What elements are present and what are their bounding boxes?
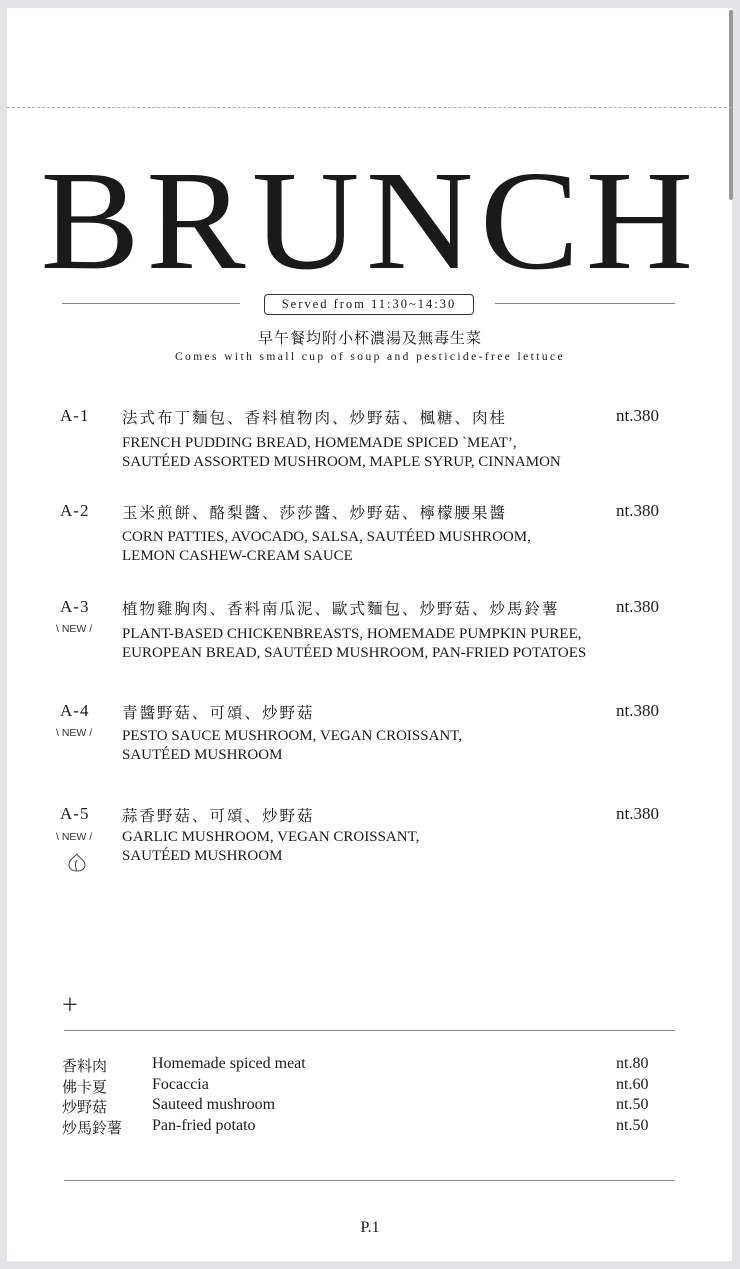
new-badge: \ NEW / <box>56 727 93 739</box>
divider-left <box>62 303 240 304</box>
item-name-zh: 法式布丁麵包、香料植物肉、炒野菇、楓糖、肉桂 <box>122 409 508 427</box>
subtitle-zh: 早午餐均附小杯濃湯及無毒生菜 <box>257 329 482 347</box>
page-title: BRUNCH <box>40 141 700 299</box>
extra-price: nt.50 <box>616 1117 649 1134</box>
item-desc-line2: SAUTÉED MUSHROOM <box>122 848 283 864</box>
item-name-zh: 青醬野菇、可頌、炒野菇 <box>122 704 315 722</box>
item-desc-line1: FRENCH PUDDING BREAD, HOMEMADE SPICED `MEAT’, <box>122 435 517 451</box>
extra-name-zh: 炒馬鈴薯 <box>62 1119 123 1137</box>
item-code: A-5 <box>60 804 90 823</box>
item-desc-line2: SAUTÉED ASSORTED MUSHROOM, MAPLE SYRUP, CINNAMON <box>122 454 561 470</box>
served-hours-badge: Served from 11:30~14:30 <box>264 294 474 315</box>
extra-price: nt.60 <box>616 1076 649 1093</box>
garlic-icon <box>66 852 88 872</box>
item-name-zh: 蒜香野菇、可頌、炒野菇 <box>122 807 315 825</box>
item-code: A-3 <box>60 597 90 616</box>
item-desc-line1: GARLIC MUSHROOM, VEGAN CROISSANT, <box>122 829 420 845</box>
item-code: A-4 <box>60 701 90 720</box>
item-price: nt.380 <box>616 501 659 520</box>
add-on-plus-icon: + <box>62 990 78 1021</box>
subtitle-en: Comes with small cup of soup and pesticide-free lettuce <box>174 351 566 363</box>
divider-right <box>495 303 675 304</box>
item-name-zh: 植物雞胸肉、香料南瓜泥、歐式麵包、炒野菇、炒馬鈴薯 <box>122 600 560 618</box>
item-desc-line1: PLANT-BASED CHICKENBREASTS, HOMEMADE PUMPKIN PUREE, <box>122 626 582 642</box>
extra-name-zh: 佛卡夏 <box>62 1078 108 1096</box>
new-badge: \ NEW / <box>56 623 93 635</box>
item-code: A-1 <box>60 406 90 425</box>
extra-name-en: Pan-fried potato <box>152 1117 256 1134</box>
item-name-zh: 玉米煎餅、酪梨醬、莎莎醬、炒野菇、檸檬腰果醬 <box>122 504 508 522</box>
extras-divider-top <box>64 1030 675 1031</box>
item-code: A-2 <box>60 501 90 520</box>
extra-name-zh: 香料肉 <box>62 1057 108 1075</box>
item-desc-line2: SAUTÉED MUSHROOM <box>122 747 283 763</box>
extra-price: nt.50 <box>616 1096 649 1113</box>
item-desc-line2: EUROPEAN BREAD, SAUTÉED MUSHROOM, PAN-FRIED POTATOES <box>122 645 587 661</box>
extra-name-en: Sauteed mushroom <box>152 1096 276 1113</box>
item-desc-line2: LEMON CASHEW-CREAM SAUCE <box>122 548 353 564</box>
item-desc-line1: PESTO SAUCE MUSHROOM, VEGAN CROISSANT, <box>122 728 463 744</box>
item-price: nt.380 <box>616 597 659 616</box>
extras-divider-bottom <box>64 1180 675 1181</box>
page-number: P.1 <box>360 1219 380 1236</box>
item-desc-line1: CORN PATTIES, AVOCADO, SALSA, SAUTÉED MUSHROOM, <box>122 529 531 545</box>
extra-name-en: Homemade spiced meat <box>152 1055 306 1072</box>
extra-name-en: Focaccia <box>152 1076 209 1093</box>
extra-name-zh: 炒野菇 <box>62 1098 108 1116</box>
new-badge: \ NEW / <box>56 831 93 843</box>
item-price: nt.380 <box>616 804 659 823</box>
item-price: nt.380 <box>616 701 659 720</box>
dashed-divider <box>7 107 732 108</box>
extra-price: nt.80 <box>616 1055 649 1072</box>
item-price: nt.380 <box>616 406 659 425</box>
